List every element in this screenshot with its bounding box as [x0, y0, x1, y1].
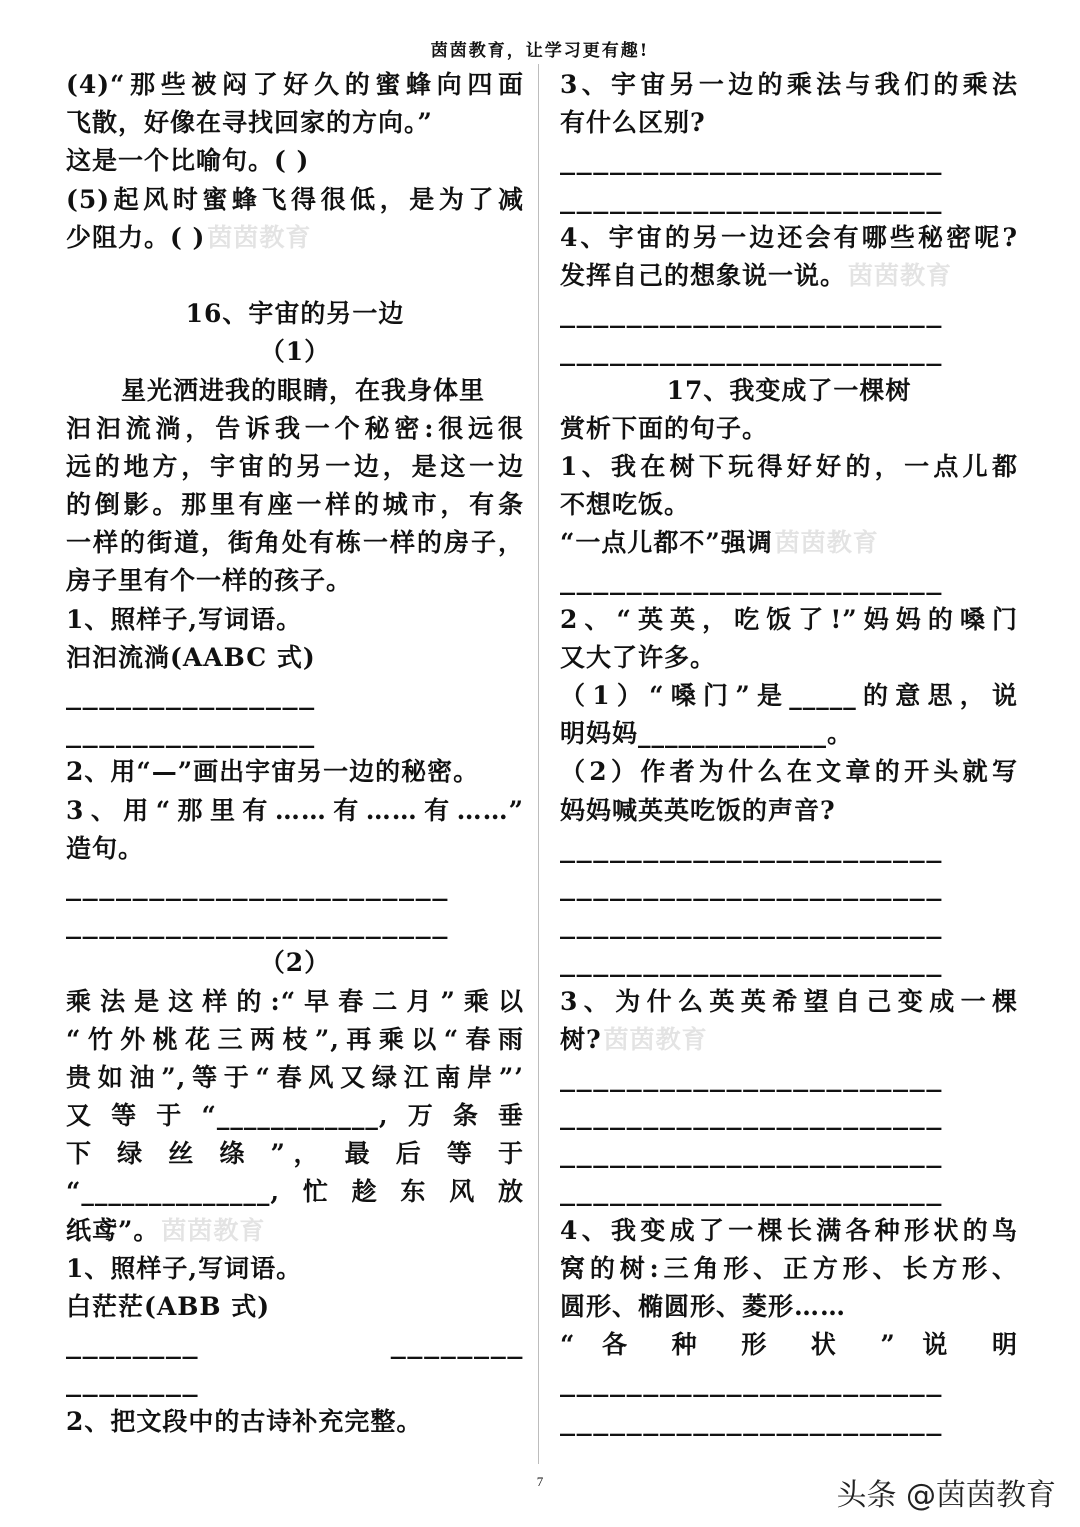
- answer-line: _______________________: [66, 871, 449, 901]
- answer-line: ________: [390, 1330, 524, 1360]
- left-column: [66, 66, 524, 1441]
- answer-line: _______________________: [560, 299, 943, 329]
- passage-1-line-5: 一样的街道，街角处有栋一样的房子，: [66, 528, 524, 558]
- answer-line: _______________________: [560, 948, 943, 978]
- item-1-line-1: 1、我在树下玩得好好的，一点儿都: [560, 451, 1018, 481]
- answer-line: _______________: [66, 719, 316, 749]
- item-1-emphasis: “一点儿都不”强调: [560, 528, 773, 558]
- item-2-sub-2-line-1: （2）作者为什么在文章的开头就写: [560, 757, 1018, 787]
- answer-line: _______________________: [560, 1177, 943, 1207]
- question-5-line-1: (5)起风时蜜蜂飞得很低，是为了减: [66, 184, 524, 214]
- page-header: 茵茵教育，让学习更有趣!: [430, 41, 650, 61]
- answer-line: ________: [66, 1330, 200, 1360]
- question-3-line-1: 3、宇宙另一边的乘法与我们的乘法: [560, 70, 1018, 99]
- answer-line: _______________: [66, 681, 316, 710]
- question-4-line-2: 飞散，好像在寻找回家的方向。”: [66, 108, 433, 138]
- answer-line: _______________________: [560, 1139, 943, 1169]
- passage-2-line-4: 又等于“____________,万条垂: [66, 1101, 524, 1131]
- exercise-2-prompt: 2、用“—”画出宇宙另一边的秘密。: [66, 757, 480, 787]
- page-number: 7: [536, 1474, 544, 1489]
- item-4-line-4: “ 各 种 形 状 ” 说 明: [560, 1330, 1018, 1360]
- passage-1-line-1: 星光洒进我的眼睛，在我身体里: [121, 375, 486, 405]
- answer-line: _______________________: [560, 1368, 943, 1398]
- passage-2-line-2: “竹外桃花三两枝”,再乘以“春雨: [66, 1024, 524, 1054]
- watermark: 茵茵教育: [161, 1215, 266, 1245]
- analysis-prompt: 赏析下面的句子。: [560, 413, 769, 443]
- passage-1-line-6: 房子里有个一样的孩子。: [66, 566, 353, 596]
- item-3-text: 树?: [560, 1024, 602, 1054]
- item-2-sub-1-line-2: 明妈妈______________。: [560, 719, 854, 749]
- exercise-abb-example: 白茫茫(ABB 式): [66, 1292, 271, 1321]
- passage-2-end: 纸鸢”。: [66, 1215, 160, 1245]
- item-2-line-1: 2、“英英，吃饭了!”妈妈的嗓门: [560, 604, 1018, 634]
- answer-line: _______________________: [560, 146, 943, 176]
- answer-line: _______________________: [560, 184, 943, 214]
- question-4-line-1: 4、宇宙的另一边还会有哪些秘密呢?: [560, 222, 1018, 252]
- answer-line: _______________________: [560, 1062, 943, 1092]
- exercise-1-example: 汩汩流淌(AABC 式): [66, 642, 316, 672]
- question-4-line-2: [560, 257, 1018, 295]
- lesson-16-title: 16、宇宙的另一边: [185, 299, 405, 329]
- item-4-line-1: 4、我变成了一棵长满各种形状的鸟: [560, 1215, 1018, 1245]
- question-4-line-1: (4)“那些被闷了好久的蜜蜂向四面: [66, 70, 524, 99]
- question-4-line-3: 这是一个比喻句。( ): [66, 146, 310, 176]
- item-2-sub-1-line-1: （1）“嗓门”是_____的意思，说: [560, 681, 1018, 710]
- item-1-line-2: 不想吃饭。: [560, 490, 691, 520]
- brand-watermark: 头条 @茵茵教育: [836, 1478, 1056, 1513]
- question-3-line-2: 有什么区别?: [560, 108, 706, 138]
- answer-line: _______________________: [560, 910, 943, 940]
- exercise-1-prompt: 1、照样子,写词语。: [66, 604, 303, 634]
- column-divider: [538, 64, 539, 1464]
- answer-line: _______________________: [560, 833, 943, 863]
- passage-2-line-7: [66, 1212, 524, 1250]
- answer-line: _______________________: [560, 1101, 943, 1131]
- exercise-3-prompt-cont: 造句。: [66, 833, 145, 863]
- passage-1-line-2: 汩汩流淌，告诉我一个秘密:很远很: [66, 413, 524, 443]
- exercise-poem-prompt: 2、把文段中的古诗补充完整。: [66, 1406, 423, 1436]
- watermark: 茵茵教育: [603, 1024, 708, 1054]
- lesson-16-part-1: （1）: [259, 337, 331, 367]
- answer-line: _______________________: [560, 1406, 943, 1436]
- answer-line-pair: [66, 1326, 524, 1364]
- lesson-17-title: 17、我变成了一棵树: [666, 375, 912, 405]
- passage-1-line-4: 的倒影。那里有座一样的城市，有条: [66, 490, 524, 520]
- item-2-sub-2-line-2: 妈妈喊英英吃饭的声音?: [560, 795, 836, 825]
- item-3-line-1: 3、为什么英英希望自己变成一棵: [560, 986, 1018, 1016]
- answer-line: _______________________: [560, 566, 943, 596]
- exercise-abb-prompt: 1、照样子,写词语。: [66, 1253, 303, 1283]
- passage-2-line-6: “______________,忙趁东风放: [66, 1177, 524, 1207]
- item-3-line-2: [560, 1021, 1018, 1059]
- item-1-line-3: [560, 524, 1018, 562]
- answer-line: _______________________: [560, 337, 943, 367]
- passage-2-line-5: 下 绿 丝 绦 ”， 最 后 等 于: [66, 1139, 524, 1169]
- item-4-line-2: 窝的树:三角形、正方形、长方形、: [560, 1253, 1018, 1283]
- answer-line: _______________________: [560, 871, 943, 901]
- passage-2-line-1: 乘法是这样的:“早春二月”乘以: [66, 986, 524, 1016]
- lesson-16-part-2: （2）: [259, 948, 331, 978]
- passage-1-line-3: 远的地方，宇宙的另一边，是这一边: [66, 451, 524, 481]
- watermark: 茵茵教育: [207, 222, 312, 252]
- question-5-line-2: [66, 219, 524, 257]
- watermark: 茵茵教育: [774, 528, 879, 558]
- answer-line: _______________________: [66, 910, 449, 940]
- watermark: 茵茵教育: [848, 260, 953, 290]
- item-2-line-2: 又大了许多。: [560, 642, 717, 672]
- right-column: [560, 66, 1018, 1441]
- exercise-3-prompt: 3、用“那里有……有……有……”: [66, 795, 524, 825]
- question-5-text: 少阻力。( ): [66, 222, 206, 252]
- answer-line: ________: [66, 1368, 200, 1398]
- question-4-text: 发挥自己的想象说一说。: [560, 260, 847, 290]
- passage-2-line-3: 贵如油”,等于“春风又绿江南岸”’: [66, 1062, 524, 1092]
- item-4-line-3: 圆形、椭圆形、菱形……: [560, 1292, 847, 1321]
